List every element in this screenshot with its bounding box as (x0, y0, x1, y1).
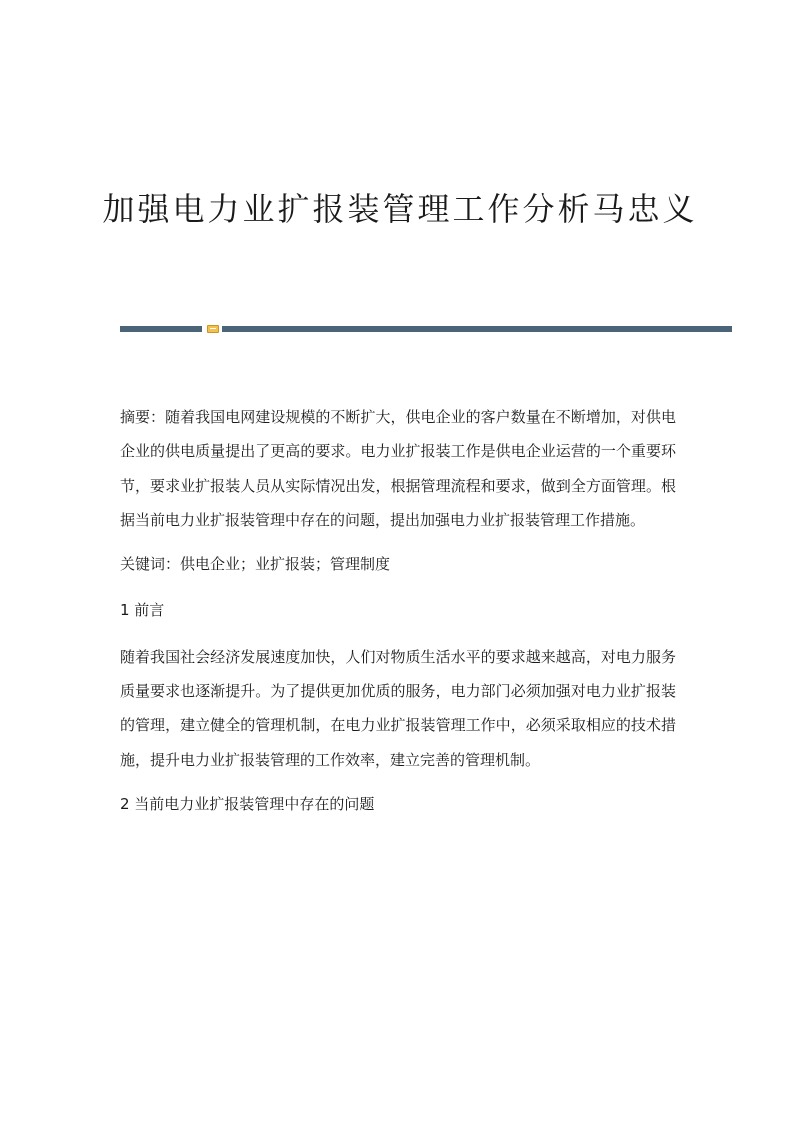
divider-bar-right (222, 326, 732, 332)
document-title: 加强电力业扩报装管理工作分析马忠义 (102, 190, 698, 228)
abstract-paragraph: 摘要：随着我国电网建设规模的不断扩大，供电企业的客户数量在不断增加，对供电企业的供电质量提出了更高的要求。电力业扩报装工作是供电企业运营的一个重要环节，要求业扩报装人员从实际情况出发，根据管理流程和要求，做到全方面管理。根据当前电力业扩报装管理中存在的问题，提出加强电力业扩报装管理工作措施。 (120, 408, 676, 529)
document-body (120, 400, 676, 833)
keywords-line: 关键词：供电企业；业扩报装；管理制度 (120, 555, 391, 574)
section-2-heading: 2 当前电力业扩报装管理中存在的问题 (120, 794, 375, 813)
divider-bar-left (120, 326, 202, 332)
section-1-paragraph: 随着我国社会经济发展速度加快，人们对物质生活水平的要求越来越高，对电力服务质量要求也逐渐提升。为了提供更加优质的服务，电力部门必须加强对电力业扩报装的管理，建立健全的管理机制，在电力业扩报装管理工作中，必须采取相应的技术措施，提升电力业扩报装管理的工作效率，建立完善的管理机制。 (120, 647, 676, 769)
title-divider (120, 325, 732, 333)
section-1-heading: 1 前言 (120, 601, 165, 620)
envelope-ornament-icon (207, 325, 219, 333)
